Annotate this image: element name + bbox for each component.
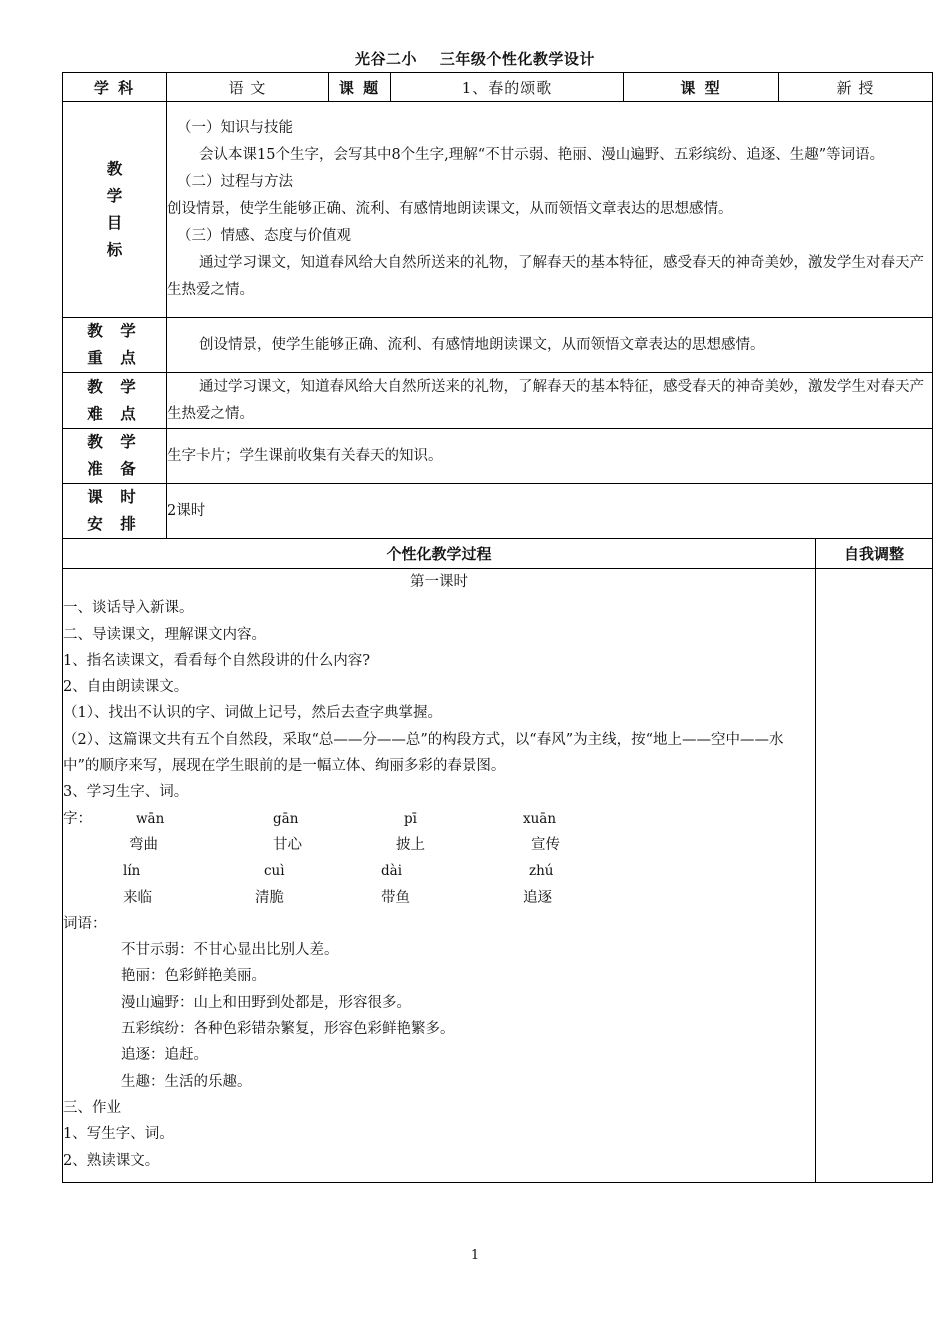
process-line: （2）、这篇课文共有五个自然段，采取“总——分——总”的构段方式，以“春风”为主线，按“地上——空中——水中”的顺序来写，展现在学生眼前的是一幅立体、绚丽多彩的春景图。 xyxy=(63,731,784,775)
word: 来临 xyxy=(123,889,152,906)
word: 甘心 xyxy=(273,836,302,853)
process-line: 1、写生字、词。 xyxy=(63,1126,174,1143)
schedule-text: 2课时 xyxy=(167,484,933,539)
objectives-row xyxy=(63,102,933,318)
preparation-text: 生字卡片；学生课前收集有关春天的知识。 xyxy=(167,429,933,484)
label-line: 教 学 xyxy=(87,322,142,340)
process-line: 三、作业 xyxy=(63,1099,121,1116)
pinyin: lín xyxy=(123,863,141,880)
word-row xyxy=(63,832,815,858)
key-points-row xyxy=(63,318,933,373)
process-content xyxy=(63,569,816,1183)
pinyin: xuān xyxy=(523,810,557,827)
process-header: 个性化教学过程 xyxy=(63,539,816,569)
subject-value: 语 文 xyxy=(167,73,329,102)
process-line: 3、学习生字、词。 xyxy=(63,784,189,801)
process-line: 2、熟读课文。 xyxy=(63,1152,160,1169)
vocab-definition: 生趣：生活的乐趣。 xyxy=(121,1073,252,1090)
label-line: 重 点 xyxy=(87,349,142,367)
process-line: 一、谈话导入新课。 xyxy=(63,600,194,617)
page-number: 1 xyxy=(470,1248,480,1263)
char-label: 字： xyxy=(63,810,92,827)
label-line: 教 学 xyxy=(87,377,142,396)
label-char: 目 xyxy=(106,213,123,232)
pinyin: zhú xyxy=(529,863,554,880)
label-char: 标 xyxy=(106,240,123,259)
pinyin: wān xyxy=(136,810,165,827)
pinyin: gān xyxy=(273,810,299,827)
objective-heading: （二）过程与方法 xyxy=(177,174,293,190)
label-line: 安 排 xyxy=(87,515,142,533)
word: 带鱼 xyxy=(381,889,410,906)
key-points-label xyxy=(63,318,167,373)
pinyin: dài xyxy=(381,863,403,880)
word: 宣传 xyxy=(531,836,560,853)
lesson-plan-table xyxy=(62,72,933,1183)
objective-heading: （一）知识与技能 xyxy=(177,120,293,136)
vocab-definition: 漫山遍野：山上和田野到处都是，形容很多。 xyxy=(121,994,411,1011)
session-title: 第一课时 xyxy=(410,574,468,590)
difficulties-row xyxy=(63,373,933,429)
process-line: （1）、找出不认识的字、词做上记号，然后去查字典掌握。 xyxy=(63,705,442,722)
vocab-definition: 不甘示弱：不甘心显出比别人差。 xyxy=(121,942,339,959)
self-adjust-cell xyxy=(816,569,933,1183)
pinyin: cuì xyxy=(264,863,285,880)
word-row xyxy=(63,885,815,911)
objective-text: 创设情景，使学生能够正确、流利、有感情地朗读课文，从而领悟文章表达的思想感情。 xyxy=(167,201,733,217)
topic-value: 1、春的颂歌 xyxy=(391,73,624,102)
type-label: 课 型 xyxy=(624,73,779,102)
process-header-row xyxy=(63,539,933,569)
objective-text: 会认本课15个生字，会写其中8个生字,理解“不甘示弱、艳丽、漫山遍野、五彩缤纷、追逐、生趣”等词语。 xyxy=(199,147,885,163)
objective-heading: （三）情感、态度与价值观 xyxy=(177,228,351,244)
process-row xyxy=(63,569,933,1183)
objective-text: 通过学习课文，知道春风给大自然所送来的礼物，了解春天的基本特征，感受春天的神奇美妙，激发学生对春天产生热爱之情。 xyxy=(167,255,924,298)
pinyin-row xyxy=(63,858,815,884)
pinyin-row xyxy=(63,806,815,832)
preparation-row xyxy=(63,429,933,484)
word: 披上 xyxy=(396,836,425,853)
vocab-definition: 五彩缤纷：各种色彩错杂繁复，形容色彩鲜艳繁多。 xyxy=(121,1021,455,1038)
difficulties-text: 通过学习课文，知道春风给大自然所送来的礼物，了解春天的基本特征，感受春天的神奇美妙，激发学生对春天产生热爱之情。 xyxy=(167,373,933,429)
difficulties-label xyxy=(63,373,167,429)
label-line: 准 备 xyxy=(87,460,142,478)
key-points-text: 创设情景，使学生能够正确、流利、有感情地朗读课文，从而领悟文章表达的思想感情。 xyxy=(167,318,933,373)
page-title: 光谷二小 三年级个性化教学设计 xyxy=(355,50,595,68)
vocab-definition: 追逐：追赶。 xyxy=(121,1047,208,1064)
subject-label: 学 科 xyxy=(63,73,167,102)
preparation-label xyxy=(63,429,167,484)
label-line: 教 学 xyxy=(87,433,142,451)
schedule-row xyxy=(63,484,933,539)
label-char: 教 xyxy=(106,159,123,178)
pinyin: pī xyxy=(404,810,417,827)
word: 清脆 xyxy=(255,889,284,906)
vocab-definition: 艳丽：色彩鲜艳美丽。 xyxy=(121,968,266,985)
vocab-label: 词语： xyxy=(63,915,107,932)
header-row xyxy=(63,73,933,102)
type-value: 新 授 xyxy=(779,73,933,102)
self-adjust-header: 自我调整 xyxy=(816,539,933,569)
topic-label: 课 题 xyxy=(329,73,391,102)
objectives-label xyxy=(63,102,167,318)
objectives-content xyxy=(167,102,933,318)
word: 弯曲 xyxy=(129,836,158,853)
schedule-label xyxy=(63,484,167,539)
process-line: 2、自由朗读课文。 xyxy=(63,679,189,696)
process-line: 二、导读课文，理解课文内容。 xyxy=(63,626,266,643)
label-line: 难 点 xyxy=(87,404,142,423)
process-line: 1、指名读课文，看看每个自然段讲的什么内容? xyxy=(63,652,370,669)
word: 追逐 xyxy=(523,889,552,906)
label-char: 学 xyxy=(106,186,123,205)
label-line: 课 时 xyxy=(87,488,142,506)
